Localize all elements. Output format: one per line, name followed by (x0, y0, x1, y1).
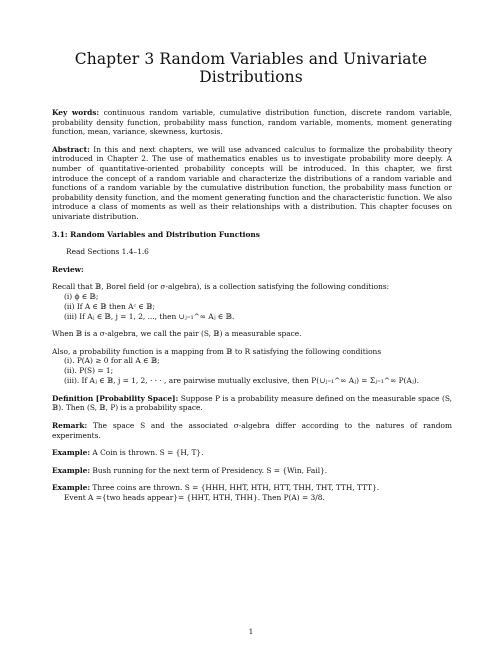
chapter-title-line-2: Distributions (199, 68, 303, 86)
read-sections-note: Read Sections 1.4–1.6 (66, 247, 149, 257)
example-text: Bush running for the next term of Presidency. S = {Win, Fail}. (90, 465, 328, 475)
sigma-algebra-block (52, 282, 452, 321)
example-label: Example: (52, 465, 91, 475)
chapter-title-line-1: Chapter 3 Random Variables and Univariate (74, 50, 428, 68)
sigma-algebra-intro: Recall that 𝔹, Borel field (or σ-algebra), is a collection satisfying the following conditions: (52, 282, 390, 292)
section-heading: 3.1: Random Variables and Distribution Functions (52, 229, 260, 239)
example-three-coins (52, 483, 452, 502)
example-label: Example: (52, 448, 91, 458)
example-text: Three coins are thrown. S = {HHH, HHT, HTH, HTT, THH, THT, TTH, TTT}. (90, 483, 380, 493)
keywords-paragraph (52, 108, 452, 137)
sigma-item-2: (ii) If A ∈ 𝔹 then Aᶜ ∈ 𝔹; (64, 301, 155, 311)
abstract-label: Abstract: (52, 144, 90, 154)
chapter-title (60, 50, 442, 86)
remark-text: The space S and the associated σ-algebra differ according to the natures of random experiments. (52, 421, 452, 440)
remark-label: Remark: (52, 421, 88, 431)
document-body (52, 108, 452, 506)
example-event-line: Event A ={two heads appear}= {HHT, HTH, THH}. Then P(A) = 3/8. (64, 493, 325, 503)
keywords-label: Key words: (52, 108, 100, 117)
probability-function-block (52, 347, 452, 386)
probability-function-intro: Also, a probability function is a mapping from 𝔹 to R satisfying the following conditions (52, 346, 382, 356)
example-coin (52, 448, 452, 458)
definition-text: Suppose P is a probability measure defined on the measurable space (S, 𝔹). Then (S, 𝔹, P) is a probability space. (52, 393, 452, 413)
example-label: Example: (52, 483, 91, 493)
sigma-item-1: (i) ϕ ∈ 𝔹; (64, 291, 99, 301)
probability-item-2: (ii). P(S) = 1; (64, 366, 114, 376)
abstract-text: In this and next chapters, we will use advanced calculus to formalize the probability theory introduced in Chapter 2. The use of mathematics enables us to investigate probability more deeply. A number of quantitative-oriented probability concepts will be introduced. In this chapter, we first introduce the concept of a random variable and characterize the distributions of a random variable and functions of a random variable by the cumulative distribution function, the probability mass function or probability density function, and the moment generating function and the characteristic function. We also introduce a class of moments as well as their relationships with a distribution. This chapter focuses on univariate distribution. (52, 144, 452, 221)
review-heading: Review: (52, 264, 84, 274)
keywords-text: continuous random variable, cumulative distribution function, discrete random variable, probability density function, probability mass function, random variable, moments, moment generating function, mean, variance, skewness, kurtosis. (52, 108, 453, 137)
probability-item-3: (iii). If Aⱼ ∈ 𝔹, j = 1, 2, · · · , are pairwise mutually exclusive, then P(∪ⱼ₌₁^∞ Aⱼ) = Σⱼ₌₁^∞ P(Aⱼ). (64, 376, 419, 386)
measurable-space-sentence: When 𝔹 is a σ-algebra, we call the pair (S, 𝔹) a measurable space. (52, 329, 302, 339)
sigma-item-3: (iii) If Aⱼ ∈ 𝔹, j = 1, 2, ..., then ∪ⱼ₌₁^∞ Aⱼ ∈ 𝔹. (64, 311, 235, 321)
page-number: 1 (248, 627, 254, 636)
definition-label: Definition [Probability Space]: (52, 393, 179, 403)
example-election (52, 466, 452, 476)
abstract-paragraph (52, 145, 452, 222)
example-text: A Coin is thrown. S = {H, T}. (90, 448, 204, 458)
probability-item-1: (i). P(A) ≥ 0 for all A ∈ 𝔹; (64, 356, 160, 366)
remark-paragraph (52, 421, 452, 440)
definition-paragraph (52, 394, 452, 413)
